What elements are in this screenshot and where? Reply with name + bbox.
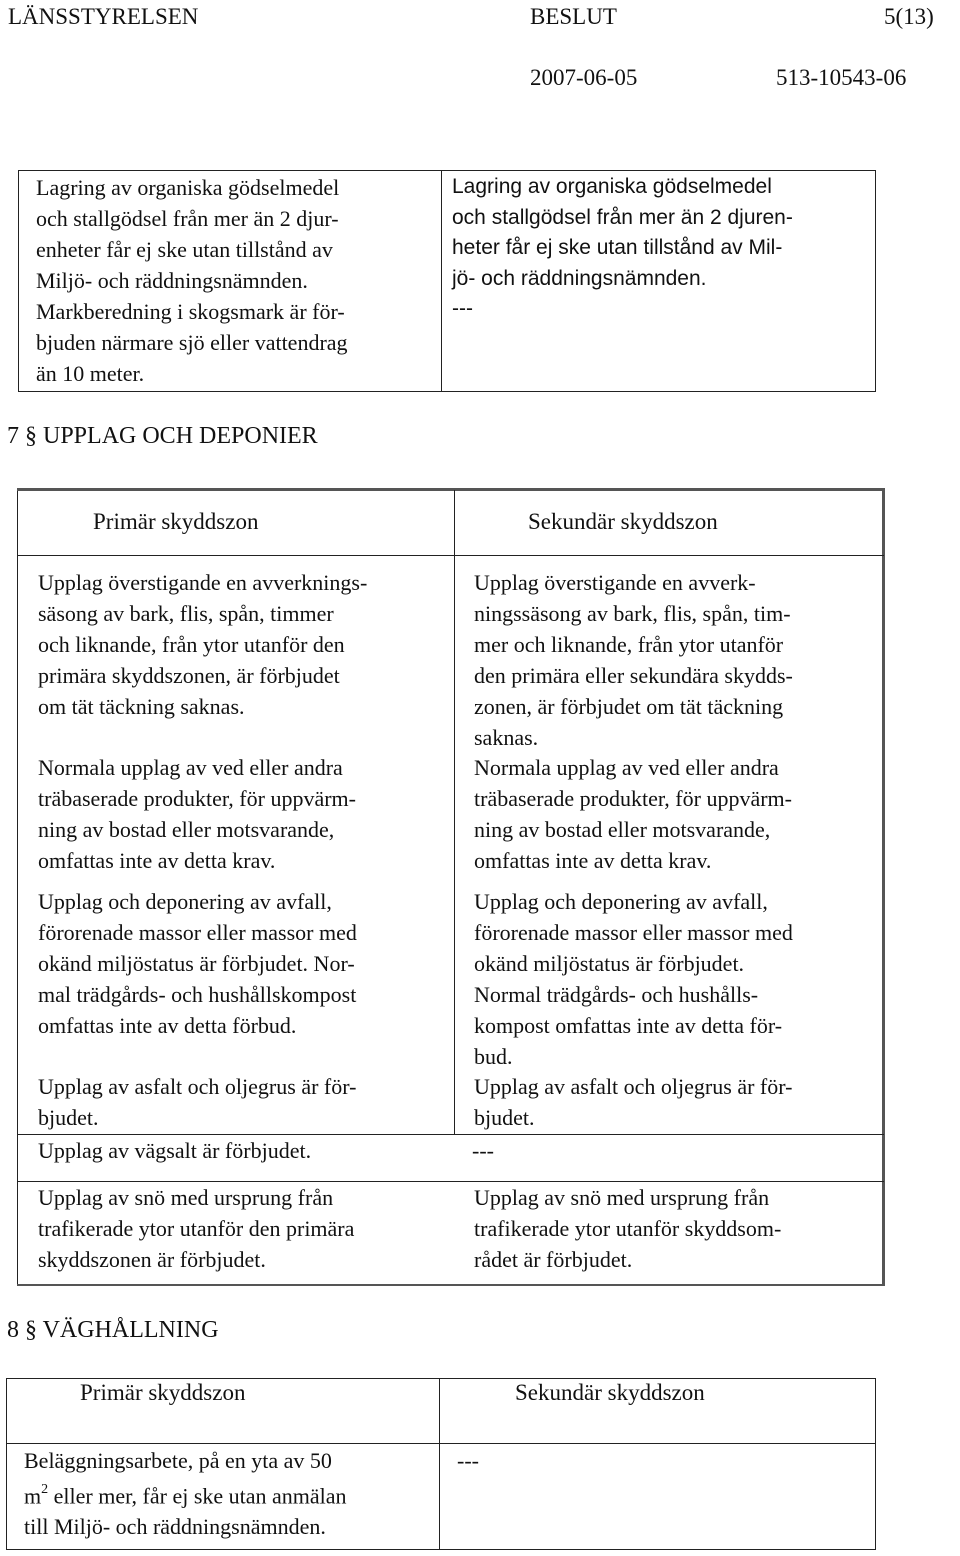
page-number: 5(13) (884, 4, 934, 29)
top-table-divider (441, 170, 442, 392)
s7-row5-secondary: --- (472, 1138, 494, 1163)
section-8-header-rule (6, 1443, 876, 1444)
section-8-column-divider (439, 1378, 440, 1550)
agency-name: LÄNSSTYRELSEN (8, 4, 199, 29)
table-top-shadow (17, 488, 884, 491)
s8-primary-line-3: till Miljö- och räddningsnämnden. (24, 1514, 326, 1540)
reference-number: 513-10543-06 (776, 65, 907, 90)
s8-unit-m: m (24, 1483, 42, 1509)
s8-primary-line-2 (24, 1476, 347, 1511)
table-bottom-shadow (17, 1284, 885, 1286)
s8-primary-text (24, 1445, 347, 1542)
section-8-secondary-header: Sekundär skyddszon (515, 1380, 705, 1405)
s7-row1-primary: Upplag överstigande en avverknings- säsong av bark, flis, spån, timmer och liknande, från ytor utanför den primära skyddszonen, är förbjudet om tät täckning saknas. (38, 570, 368, 719)
section-7-primary-header: Primär skyddszon (93, 509, 259, 534)
section-7-column-divider (454, 490, 455, 1135)
section-7-header-rule (17, 555, 884, 556)
s8-unit-superscript: 2 (41, 1482, 49, 1497)
top-table-primary-text: Lagring av organiska gödselmedel och stallgödsel från mer än 2 djur- enheter får ej ske utan tillstånd av Miljö- och räddningsnämnden. Markberedning i skogsmark är för- bjuden närmare sjö eller vattendrag än 10 meter. (36, 175, 348, 386)
s7-row4-primary: Upplag av asfalt och oljegrus är för- bjudet. (38, 1074, 357, 1130)
s8-secondary-text: --- (457, 1448, 479, 1473)
s8-primary-line-1: Beläggningsarbete, på en yta av 50 (24, 1448, 332, 1473)
section-8-primary-header: Primär skyddszon (80, 1380, 246, 1405)
s7-row2-secondary: Normala upplag av ved eller andra träbaserade produkter, för uppvärm- ning av bostad eller motsvarande, omfattas inte av detta krav. (474, 755, 792, 873)
s7-row2-primary: Normala upplag av ved eller andra träbaserade produkter, för uppvärm- ning av bostad eller motsvarande, omfattas inte av detta krav. (38, 755, 356, 873)
document-date: 2007-06-05 (530, 65, 638, 90)
section-7-secondary-header: Sekundär skyddszon (528, 509, 718, 534)
section-7-heading: 7 § UPPLAG OCH DEPONIER (7, 423, 318, 449)
s7-row3-secondary: Upplag och deponering av avfall, förorenade massor eller massor med okänd miljöstatus är förbjudet. Normal trädgårds- och hushålls- kompost omfattas inte av detta för- bud. (474, 889, 793, 1069)
s7-row6-primary: Upplag av snö med ursprung från trafikerade ytor utanför den primära skyddszonen är förbjudet. (38, 1185, 355, 1272)
s7-row6-secondary: Upplag av snö med ursprung från trafikerade ytor utanför skyddsom- rådet är förbjudet. (474, 1185, 782, 1272)
section-8-heading: 8 § VÄGHÅLLNING (7, 1317, 219, 1343)
document-type: BESLUT (530, 4, 617, 29)
s7-row3-primary: Upplag och deponering av avfall, förorenade massor eller massor med okänd miljöstatus är förbjudet. Nor- mal trädgårds- och hushållskompost omfattas inte av detta förbud. (38, 889, 357, 1038)
s8-primary-line-2-rest: eller mer, får ej ske utan anmälan (48, 1483, 347, 1509)
s7-row5-primary: Upplag av vägsalt är förbjudet. (38, 1138, 312, 1163)
s7-row4-secondary: Upplag av asfalt och oljegrus är för- bjudet. (474, 1074, 793, 1130)
table-right-shadow (882, 488, 885, 1286)
top-table-secondary-text: Lagring av organiska gödselmedel och stallgödsel från mer än 2 djuren- heter får ej ske utan tillstånd av Mil- jö- och räddningsnämnden. --- (452, 175, 793, 320)
s7-row1-secondary: Upplag överstigande en avverk- ningssäsong av bark, flis, spån, tim- mer och liknande, från ytor utanför den primära eller sekundära skydds- zonen, är förbjudet om tät täckning saknas. (474, 570, 793, 750)
